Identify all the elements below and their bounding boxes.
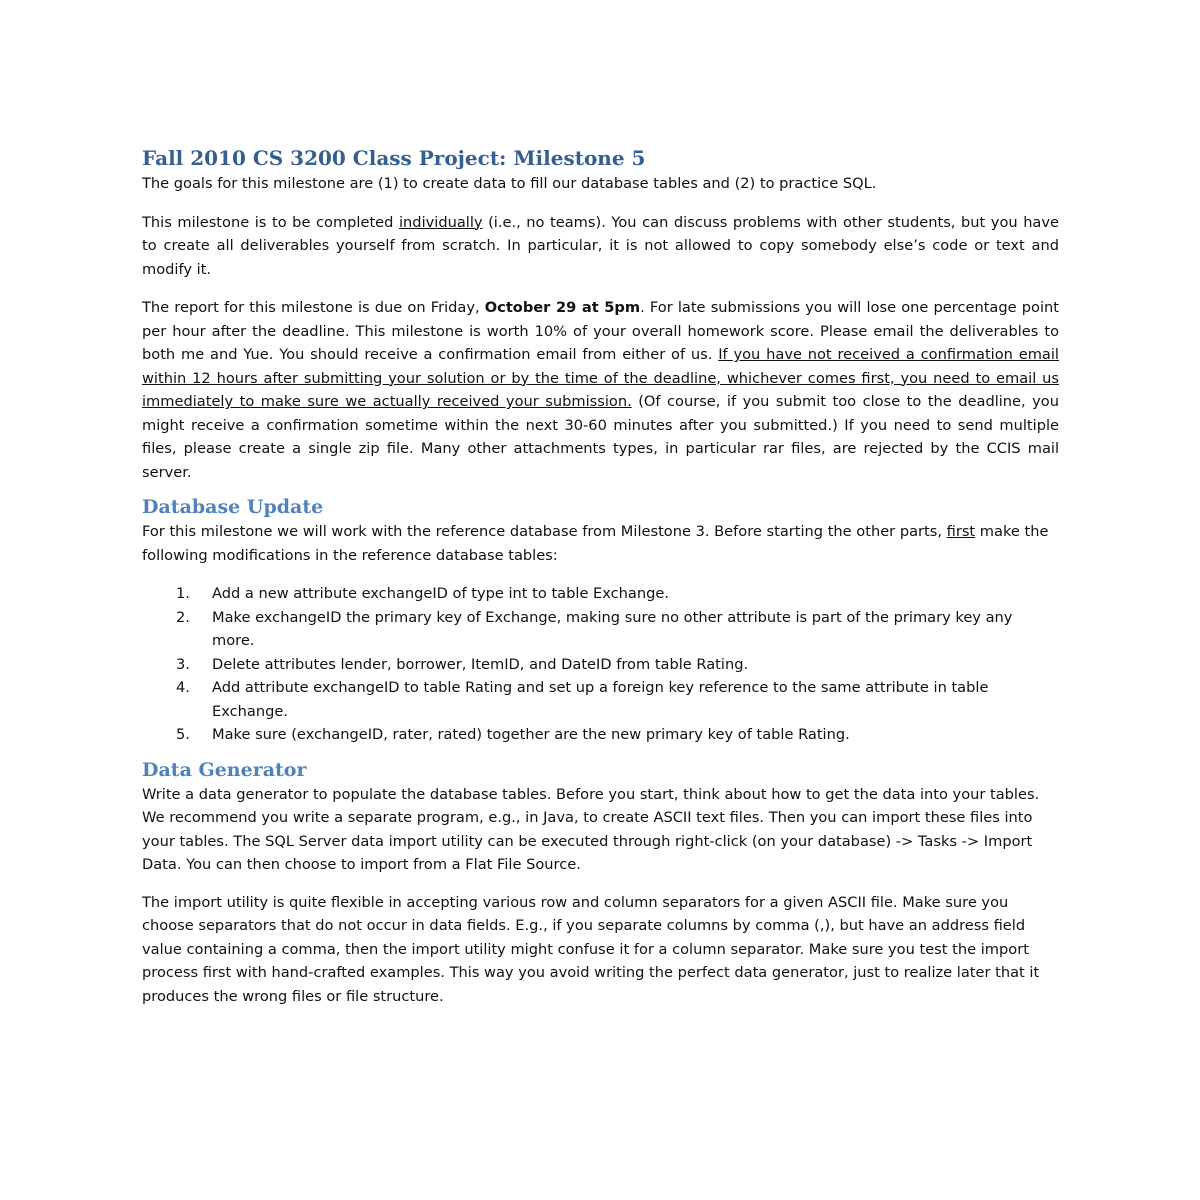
list-item xyxy=(142,723,1059,747)
list-item-text: Delete attributes lender, borrower, ItemID, and DateID from table Rating. xyxy=(212,655,749,673)
list-item-text: Make sure (exchangeID, rater, rated) together are the new primary key of table Rating. xyxy=(212,726,850,743)
list-item xyxy=(142,606,1059,653)
list-item xyxy=(142,676,1059,723)
list-item-number: 1. xyxy=(176,585,190,602)
individual-underlined: individually xyxy=(399,213,483,231)
list-item-number: 4. xyxy=(176,679,190,696)
list-item-text: Add attribute exchangeID to table Rating and set up a foreign key reference to the same attribute in table Exchange. xyxy=(212,679,989,720)
list-item xyxy=(142,582,1059,606)
database-update-intro-before: For this milestone we will work with the reference database from Milestone 3. Before starting the other parts, xyxy=(142,523,947,540)
intro-paragraph: The goals for this milestone are (1) to create data to fill our database tables and (2) to practice SQL. xyxy=(142,175,877,192)
database-update-intro-first: first xyxy=(946,523,976,540)
database-update-intro xyxy=(142,520,1059,567)
database-update-intro-after: make the following modifications in the reference database tables: xyxy=(142,523,1049,564)
individual-paragraph xyxy=(142,211,1059,282)
individual-text-before: This milestone is to be completed xyxy=(142,213,399,231)
database-update-heading: Database Update xyxy=(142,496,324,518)
list-item xyxy=(142,653,1059,677)
report-text-before: The report for this milestone is due on Friday, xyxy=(142,299,485,316)
data-generator-paragraph-2: The import utility is quite flexible in accepting various row and column separators for a given ASCII file. Make sure you choose separators that do not occur in data fields. E.g., if you separate columns by comma (,), but have an address field value containing a comma, then the import utility might confuse it for a column separator. Make sure you test the import process first with hand-crafted examples. This way you avoid writing the perfect data generator, just to realize later that it produces the wrong files or file structure. xyxy=(142,893,1040,1005)
report-underlined-warning: If you have not received a confirmation email within 12 hours after submitting your solution or by the time of the deadline, whichever comes first, you need to email us immediately to make sure we actually received your submission. xyxy=(142,346,1059,410)
page-title: Fall 2010 CS 3200 Class Project: Milestone 5 xyxy=(142,146,646,170)
data-generator-heading: Data Generator xyxy=(142,758,307,781)
report-text-middle: . For late submissions you will lose one percentage point per hour after the deadline. This milestone is worth 10% of your overall homework score. Please email the deliverables to both me and Yue. You should receive a confirmation email from either of us. xyxy=(142,299,1059,363)
data-generator-paragraph-1: Write a data generator to populate the database tables. Before you start, think about how to get the data into your tables. We recommend you write a separate program, e.g., in Java, to create ASCII text files. Then you can import these files into your tables. The SQL Server data import utility can be executed through right-click (on your database) -> Tasks -> Import Data. You can then choose to import from a Flat File Source. xyxy=(142,785,1040,873)
report-deadline: October 29 at 5pm xyxy=(484,299,641,316)
report-paragraph xyxy=(142,296,1059,484)
list-item-number: 5. xyxy=(176,726,190,743)
list-item-number: 3. xyxy=(176,655,190,673)
modification-list xyxy=(142,582,1059,747)
list-item-text: Make exchangeID the primary key of Exchange, making sure no other attribute is part of the primary key any more. xyxy=(212,608,1013,649)
document-page xyxy=(142,144,1059,1008)
list-item-text: Add a new attribute exchangeID of type int to table Exchange. xyxy=(212,585,670,602)
list-item-number: 2. xyxy=(176,608,190,626)
report-text-after: (Of course, if you submit too close to the deadline, you might receive a confirmation sometime within the next 30-60 minutes after you submitted.) If you need to send multiple files, please create a single zip file. Many other attachments types, in particular rar files, are rejected by the CCIS mail server. xyxy=(142,393,1059,481)
individual-text-after: (i.e., no teams). You can discuss problems with other students, but you have to create all deliverables yourself from scratch. In particular, it is not allowed to copy somebody else’s code or text and modify it. xyxy=(142,213,1059,278)
